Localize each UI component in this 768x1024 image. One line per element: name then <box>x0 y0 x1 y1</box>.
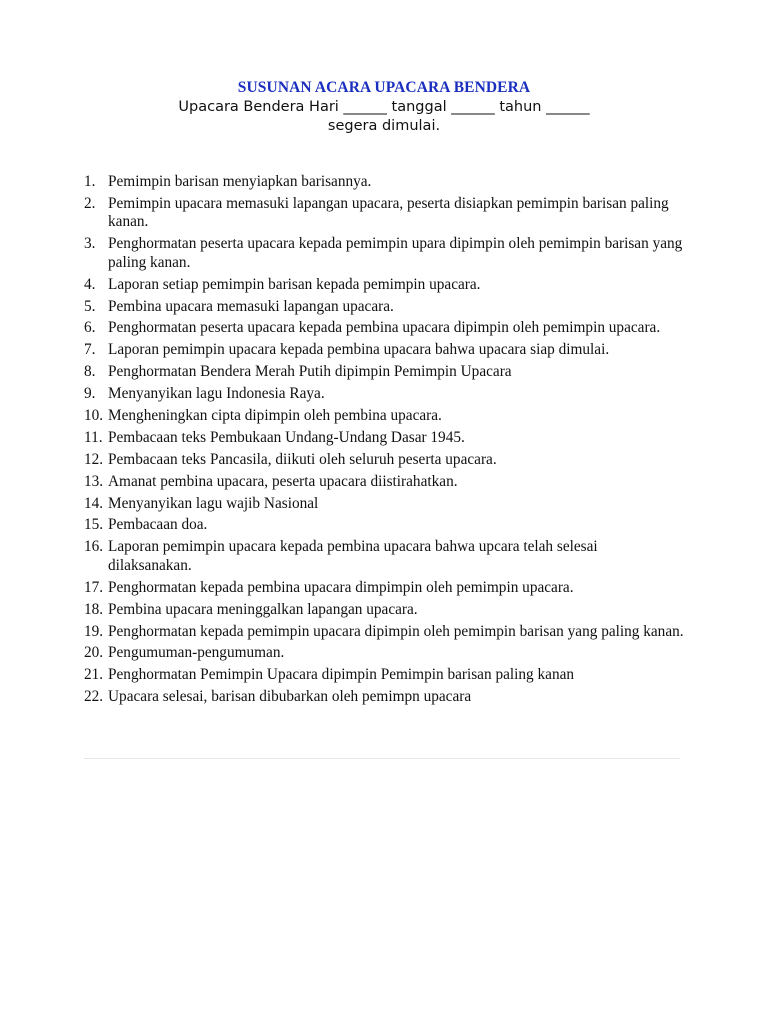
list-item <box>84 516 684 535</box>
list-item <box>84 429 684 448</box>
item-text: Pembacaan teks Pembukaan Undang-Undang Dasar 1945. <box>108 428 465 446</box>
item-text: Penghormatan kepada pembina upacara dimpimpin oleh pemimpin upacara. <box>108 578 574 596</box>
item-number: 12. <box>84 450 104 468</box>
item-text: Laporan pemimpin upacara kepada pembina upacara bahwa upcara telah selesai dilaksanakan. <box>108 538 598 574</box>
list-item <box>84 341 684 360</box>
list-item <box>84 407 684 426</box>
item-text: Pembina upacara memasuki lapangan upacara. <box>108 297 394 315</box>
list-item <box>84 623 684 642</box>
item-number: 10. <box>84 407 104 425</box>
subtitle-line-2: segera dimulai. <box>327 118 441 134</box>
list-item <box>84 644 684 663</box>
item-text: Pengumuman-pengumuman. <box>108 644 285 662</box>
item-number: 2. <box>84 194 96 212</box>
item-text: Pembacaan teks Pancasila, diikuti oleh seluruh peserta upacara. <box>108 450 497 468</box>
item-text: Menyanyikan lagu wajib Nasional <box>108 494 319 512</box>
item-text: Penghormatan peserta upacara kepada pemimpin upara dipimpin oleh pemimpin barisan yang paling kanan. <box>108 235 683 271</box>
item-number: 18. <box>84 600 104 618</box>
item-number: 19. <box>84 622 104 640</box>
item-text: Penghormatan Pemimpin Upacara dipimpin Pemimpin barisan paling kanan <box>108 666 575 684</box>
list-item <box>84 579 684 598</box>
item-number: 5. <box>84 297 96 315</box>
subtitle-line-1: Upacara Bendera Hari ______ tanggal ______ tahun ______ <box>178 99 590 115</box>
list-item <box>84 601 684 620</box>
list-item <box>84 451 684 470</box>
item-number: 6. <box>84 319 96 337</box>
list-item <box>84 538 684 575</box>
item-text: Mengheningkan cipta dipimpin oleh pembina upacara. <box>108 407 442 425</box>
list-item <box>84 173 684 192</box>
agenda-list <box>84 173 684 710</box>
item-text: Penghormatan Bendera Merah Putih dipimpin Pemimpin Upacara <box>108 363 512 381</box>
item-number: 8. <box>84 363 96 381</box>
item-number: 11. <box>84 428 103 446</box>
list-item <box>84 385 684 404</box>
item-text: Penghormatan kepada pemimpin upacara dipimpin oleh pemimpin barisan yang paling kanan. <box>108 622 684 640</box>
item-text: Upacara selesai, barisan dibubarkan oleh pemimpn upacara <box>108 688 472 706</box>
document-title: SUSUNAN ACARA UPACARA BENDERA <box>237 79 531 96</box>
item-number: 15. <box>84 516 104 534</box>
item-number: 3. <box>84 235 96 253</box>
document-subtitle <box>100 98 668 136</box>
list-item <box>84 298 684 317</box>
item-text: Laporan setiap pemimpin barisan kepada pemimpin upacara. <box>108 275 481 293</box>
item-number: 16. <box>84 538 104 556</box>
item-number: 21. <box>84 666 104 684</box>
item-text: Pembina upacara meninggalkan lapangan upacara. <box>108 600 418 618</box>
item-number: 22. <box>84 688 104 706</box>
list-item <box>84 495 684 514</box>
item-number: 1. <box>84 173 96 190</box>
item-text: Pembacaan doa. <box>108 516 208 534</box>
list-item <box>84 473 684 492</box>
item-text: Pemimpin upacara memasuki lapangan upacara, peserta disiapkan pemimpin barisan paling kanan. <box>108 194 669 231</box>
item-text: Laporan pemimpin upacara kepada pembina upacara bahwa upacara siap dimulai. <box>108 341 610 359</box>
list-item <box>84 319 684 338</box>
item-number: 7. <box>84 341 96 359</box>
item-number: 13. <box>84 472 104 490</box>
item-number: 14. <box>84 494 104 512</box>
item-number: 4. <box>84 275 96 293</box>
list-item <box>84 363 684 382</box>
list-item <box>84 666 684 685</box>
item-number: 9. <box>84 385 96 403</box>
item-text: Penghormatan peserta upacara kepada pembina upacara dipimpin oleh pemimpin upacara. <box>108 319 661 337</box>
list-item <box>84 276 684 295</box>
item-text: Pemimpin barisan menyiapkan barisannya. <box>108 173 372 190</box>
item-text: Amanat pembina upacara, peserta upacara diistirahatkan. <box>108 472 458 490</box>
bottom-divider <box>84 758 680 759</box>
list-item <box>84 195 684 232</box>
item-text: Menyanyikan lagu Indonesia Raya. <box>108 385 325 403</box>
list-item <box>84 688 684 707</box>
item-number: 17. <box>84 578 104 596</box>
item-number: 20. <box>84 644 104 662</box>
list-item <box>84 235 684 272</box>
